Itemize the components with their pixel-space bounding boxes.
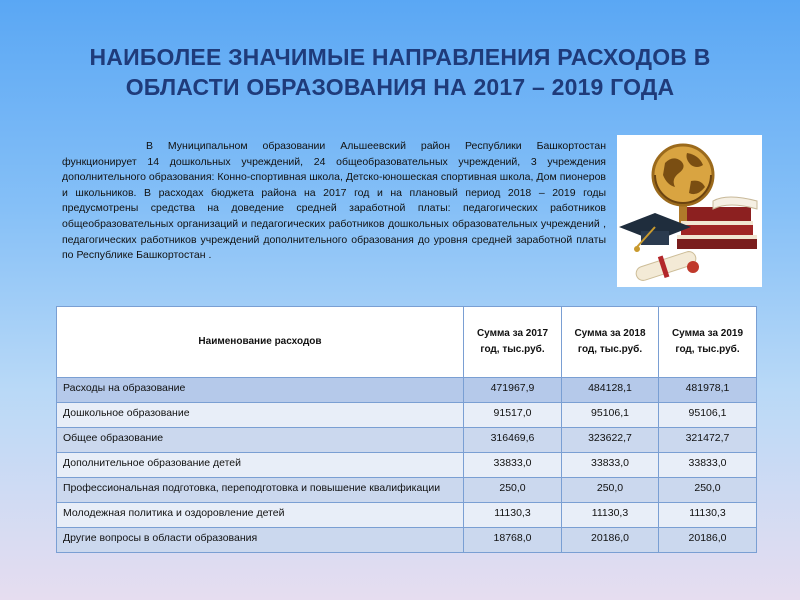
row-sum-2019: 250,0 — [659, 478, 757, 503]
row-sum-2017: 11130,3 — [464, 503, 562, 528]
row-name: Дополнительное образование детей — [57, 453, 464, 478]
table-header-row — [57, 307, 757, 378]
table-row — [57, 453, 757, 478]
row-sum-2019: 321472,7 — [659, 428, 757, 453]
row-sum-2019: 481978,1 — [659, 378, 757, 403]
table-row — [57, 478, 757, 503]
row-sum-2019: 95106,1 — [659, 403, 757, 428]
row-name: Дошкольное образование — [57, 403, 464, 428]
row-sum-2018: 11130,3 — [562, 503, 659, 528]
table-row — [57, 378, 757, 403]
table-row — [57, 528, 757, 553]
expenses-table — [56, 306, 757, 553]
row-sum-2018: 323622,7 — [562, 428, 659, 453]
row-name: Расходы на образование — [57, 378, 464, 403]
row-name: Профессиональная подготовка, переподготовка и повышение квалификации — [57, 478, 464, 503]
header-expense-name: Наименование расходов — [57, 307, 464, 378]
row-sum-2017: 18768,0 — [464, 528, 562, 553]
row-sum-2017: 33833,0 — [464, 453, 562, 478]
row-sum-2018: 250,0 — [562, 478, 659, 503]
page-title — [40, 42, 760, 102]
row-sum-2018: 95106,1 — [562, 403, 659, 428]
table-row — [57, 428, 757, 453]
row-name: Другие вопросы в области образования — [57, 528, 464, 553]
header-sum-2017: Сумма за 2017 год, тыс.руб. — [464, 307, 562, 378]
row-sum-2018: 20186,0 — [562, 528, 659, 553]
row-name: Молодежная политика и оздоровление детей — [57, 503, 464, 528]
row-sum-2018: 484128,1 — [562, 378, 659, 403]
header-sum-2018: Сумма за 2018 год, тыс.руб. — [562, 307, 659, 378]
row-sum-2018: 33833,0 — [562, 453, 659, 478]
row-sum-2019: 33833,0 — [659, 453, 757, 478]
education-illustration — [617, 135, 762, 287]
row-name: Общее образование — [57, 428, 464, 453]
row-sum-2017: 250,0 — [464, 478, 562, 503]
row-sum-2017: 316469,6 — [464, 428, 562, 453]
table-row — [57, 403, 757, 428]
row-sum-2017: 471967,9 — [464, 378, 562, 403]
intro-paragraph: В Муниципальном образовании Альшеевский район Республики Башкортостан функционирует 14 дошкольных учреждений, 24 общеобразовательных учреждений, 3 учреждения дополнительного образования: Конно-спортивная школа, Детско-юношеская спортивная школа, Дом пионеров и школьников. В расходах бюджета района на 2017 год и на плановый период 2018 – 2019 годы предусмотрены средства на доведение средней заработной платы: педагогических работников общеобразовательных организаций и педагогических работников дошкольных образовательных учреждений , педагогических работников учреждений дополнительного образования до уровня средней заработной платы по Республике Башкортостан . — [62, 140, 606, 262]
header-sum-2019: Сумма за 2019 год, тыс.руб. — [659, 307, 757, 378]
row-sum-2017: 91517,0 — [464, 403, 562, 428]
globe-books-graduation-cap-icon — [617, 135, 762, 287]
row-sum-2019: 20186,0 — [659, 528, 757, 553]
page-title-line-1: НАИБОЛЕЕ ЗНАЧИМЫЕ НАПРАВЛЕНИЯ РАСХОДОВ В — [89, 44, 711, 70]
row-sum-2019: 11130,3 — [659, 503, 757, 528]
page-title-line-2: ОБЛАСТИ ОБРАЗОВАНИЯ НА 2017 – 2019 ГОДА — [125, 74, 675, 100]
table-row — [57, 503, 757, 528]
